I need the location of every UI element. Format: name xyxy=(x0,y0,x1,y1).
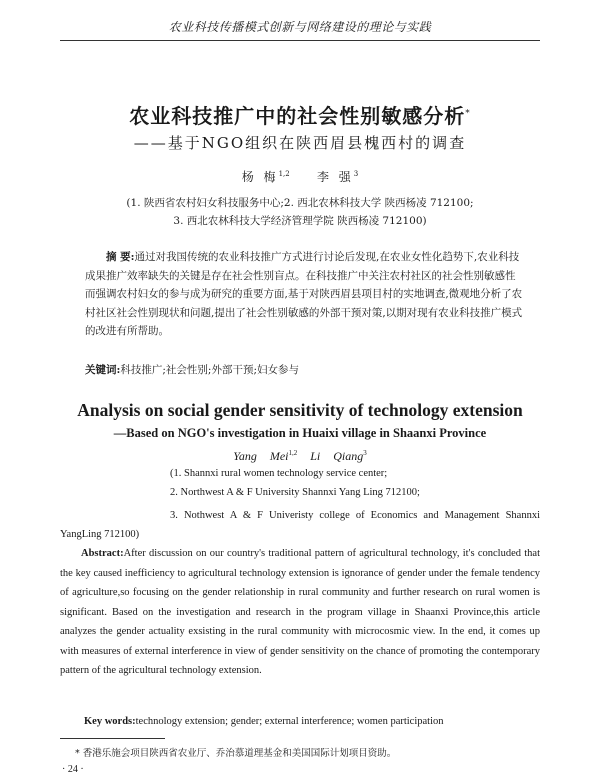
chinese-author-1-affiliation: 1,2 xyxy=(278,170,290,178)
footnote-rule xyxy=(60,738,165,739)
chinese-authors xyxy=(0,168,600,185)
english-authors xyxy=(0,449,600,464)
chinese-abstract-label: 摘 要: xyxy=(106,251,135,263)
chinese-affiliation-line-1: (1. 陕西省农村妇女科技服务中心;2. 西北农林科技大学 陕西杨凌 712100; xyxy=(126,197,474,209)
english-abstract-text: After discussion on our country's traditional pattern of agricultural technology, it's concluded that the key caused inefficiency to agricultural technology extension is ignorance of gender under the female tendency of agriculture,so focusing on the gender relationship in rural community and further research on rural women is significant. Based on the investigation and research in the program village in Shaanxi Province,this article analyzes the gender actuality exsisting in the rural community with microcosmic view. In the end, it comes up with measures of external interference in view of gender sensitivity on the chance of promoting the contemporary pattern of the agricultural technology extension. xyxy=(60,548,540,676)
english-author-2: Li Qiang xyxy=(310,449,364,463)
english-subtitle: —Based on NGO's investigation in Huaixi village in Shaanxi Province xyxy=(113,426,487,440)
chinese-title-text: 农业科技推广中的社会性别敏感分析 xyxy=(129,104,466,128)
english-author-1: Yang Mei xyxy=(233,449,289,463)
page-number: · 24 · xyxy=(62,764,84,775)
english-author-2-affiliation: 3 xyxy=(363,449,367,457)
running-header: 农业科技传播模式创新与网络建设的理论与实践 xyxy=(168,20,432,34)
chinese-keywords xyxy=(85,362,525,377)
english-keywords-label: Key words: xyxy=(84,716,136,727)
chinese-abstract-text: 通过对我国传统的农业科技推广方式进行讨论后发现,在农业女性化趋势下,农业科技成果推广效率缺失的关键是存在社会性别盲点。在科技推广中关注农村社区的社会性别敏感性而强调农村妇女的参与成为研究的重要方面,基于对陕西眉县项目村的实地调查,微观地分析了农村社区社会性别现状和问题,提出了社会性别敏感的外部干预对策,以期对现有农业科技推广模式的改进有所帮助。 xyxy=(85,251,523,337)
chinese-keywords-text: 科技推广;社会性别;外部干预;妇女参与 xyxy=(120,364,300,376)
chinese-author-1: 杨 梅 xyxy=(241,170,279,184)
english-affiliation-3: 3. Nothwest A & F Univeristy college of Economics and Management Shannxi YangLing 712100) xyxy=(60,510,540,540)
title-footnote-mark: * xyxy=(465,108,471,119)
chinese-keywords-label: 关键词: xyxy=(85,364,121,376)
chinese-subtitle: ——基于NGO组织在陕西眉县槐西村的调查 xyxy=(133,134,467,152)
english-keywords-text: technology extension; gender; external interference; women participation xyxy=(135,716,444,727)
chinese-author-2: 李 强 xyxy=(316,170,354,184)
english-keywords xyxy=(84,716,444,727)
english-title: Analysis on social gender sensitivity of technology extension xyxy=(77,400,523,420)
english-affiliation-2: 2. Northwest A & F University Shannxi Yang Ling 712100; xyxy=(170,487,420,498)
chinese-abstract xyxy=(85,248,525,341)
header-rule xyxy=(60,40,540,41)
english-abstract xyxy=(60,544,540,681)
english-affiliation-1: (1. Shannxi rural women technology service center; xyxy=(170,468,388,479)
english-abstract-label: Abstract: xyxy=(81,548,124,559)
chinese-affiliation-line-2: 3. 西北农林科技大学经济管理学院 陕西杨凌 712100) xyxy=(173,215,427,227)
chinese-author-2-affiliation: 3 xyxy=(353,170,359,178)
footnote: * 香港乐施会项目陕西省农业厅、乔治慕道理基金和美国国际计划项目资助。 xyxy=(75,748,397,759)
chinese-title xyxy=(0,100,600,129)
english-author-1-affiliation: 1,2 xyxy=(288,449,298,457)
